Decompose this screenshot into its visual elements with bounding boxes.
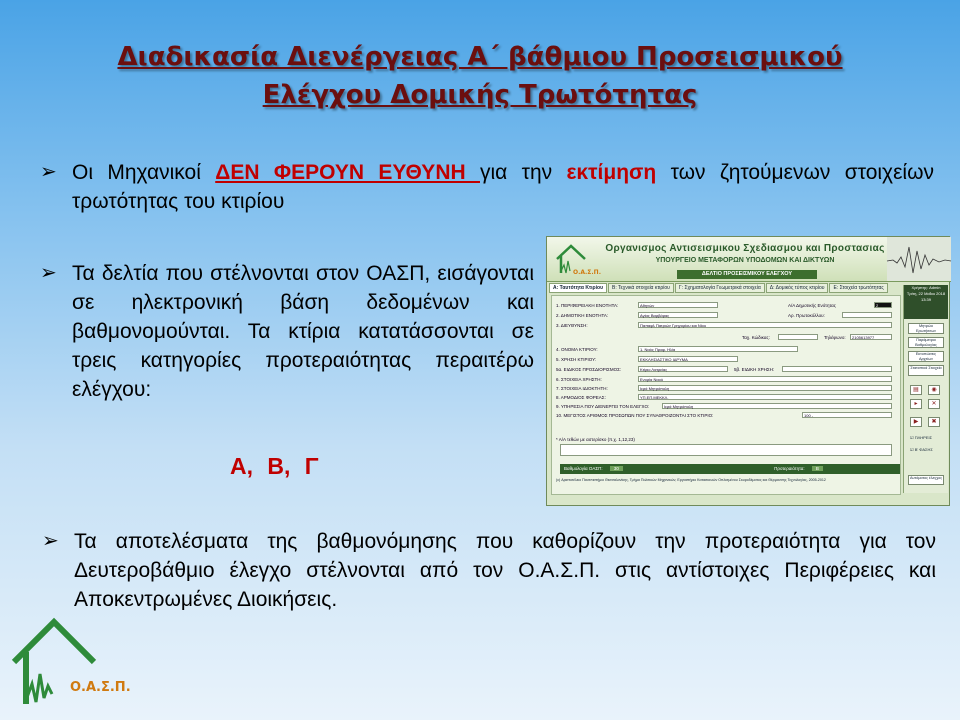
- tab-identity[interactable]: Α: Ταυτότητα Κτιρίου: [549, 283, 607, 293]
- close-icon[interactable]: ✖: [928, 417, 940, 427]
- address-field[interactable]: Παπαφλ Πατριών Γρηγορίου και Νίου: [638, 322, 892, 328]
- protocol-field[interactable]: [842, 312, 892, 318]
- play-icon[interactable]: ▶: [910, 417, 922, 427]
- aa-label: Α/Α Δημοτικής Ενότητας: [788, 303, 836, 308]
- bullet1-text-part3: των ζητούμενων στοιχείων τρωτότητας του κτιρίου: [72, 161, 934, 213]
- max-occupants-select[interactable]: 100 -: [802, 412, 892, 418]
- aa-note: * Α/Α τεθών με αστερίσκο (π.χ. 1,12,23): [556, 437, 635, 442]
- priority-categories: Α, Β, Γ: [230, 453, 319, 479]
- arrow-bullet-icon: ➢: [40, 262, 57, 284]
- title-line-2: Ελέγχου Δομικής Τρωτότητας: [262, 80, 698, 110]
- special-designation-select[interactable]: Κτίριο Λατρείας: [638, 366, 728, 372]
- phase-b-checkbox-label: Β' ΦΑΣΗΣ: [914, 447, 933, 452]
- form-label: 5. ΧΡΗΣΗ ΚΤΙΡΙΟΥ:: [556, 357, 597, 362]
- identity-form: [551, 295, 901, 495]
- form-label: 6. ΣΤΟΙΧΕΙΑ ΧΡΗΣΤΗ:: [556, 377, 602, 382]
- printouts-button[interactable]: Εκτυπώσεις Αρχείων: [908, 351, 944, 362]
- app-org-name: Οργανισμος Αντισεισμικου Σχεδιασμου και Προστασιας: [605, 243, 885, 254]
- form-label: 1. ΠΕΡΙΦΕΡΕΙΑΚΗ ΕΝΟΤΗΤΑ:: [556, 303, 619, 308]
- bullet2-text: Τα δελτία που στέλνονται στον ΟΑΣΠ, εισάγονται σε ηλεκτρονική βάση δεδομένων και βαθμονομούνται. Τα κτίρια κατατάσσονται σε τρεις κατηγορίες προτεραιότητας περαιτέρω ελέγχου:: [72, 262, 534, 401]
- complete-checkbox[interactable]: ☑ ΠΛΗΡΕΙΣ: [910, 435, 933, 440]
- bullet1-emphasis: ΔΕΝ ΦΕΡΟΥΝ ΕΥΘΥΝΗ: [215, 161, 480, 184]
- bullet1-bold: εκτίμηση: [566, 161, 657, 184]
- complete-checkbox-label: ΠΛΗΡΕΙΣ: [914, 435, 933, 440]
- aa-field[interactable]: 2: [874, 302, 892, 308]
- score-parameters-button[interactable]: Παράμετροι Βαθμολογίας: [908, 337, 944, 348]
- app-header: [547, 237, 951, 282]
- app-ministry: ΥΠΟΥΡΓΕΙΟ ΜΕΤΑΦΟΡΩΝ ΥΠΟΔΟΜΩΝ ΚΑΙ ΔΙΚΤΥΩΝ: [655, 257, 835, 264]
- delete-icon[interactable]: ✕: [928, 399, 940, 409]
- phase-b-checkbox[interactable]: ☑ Β' ΦΑΣΗΣ: [910, 447, 933, 452]
- user-info-field[interactable]: Ενορία Ναού: [638, 376, 892, 382]
- score-label: Βαθμολογία ΟΑΣΠ:: [564, 466, 603, 471]
- tk-label: Ταχ. Κώδικας:: [742, 335, 770, 340]
- bullet-results: [42, 527, 936, 614]
- region-select[interactable]: Αθηνών: [638, 302, 718, 308]
- tab-technical[interactable]: Β: Τεχνικά στοιχεία κτιρίου: [608, 283, 674, 293]
- slide-title: [0, 38, 960, 114]
- authority-field[interactable]: ΥΠ.ΕΠ.ΜΕΚΚΛ.: [638, 394, 892, 400]
- app-footer: (c) Αριστοτέλειο Πανεπιστήμιο Θεσσαλονίκης, Τμήμα Πολιτικών Μηχανικών, Εργαστήριο Κατασκευών Οπλισμένου Σκυροδέματος και Θέρμανσης Τεχνολογίας, 2005-2012: [556, 478, 826, 482]
- inspecting-service-field[interactable]: Ιερά Μητρόπολη: [662, 403, 892, 409]
- owner-info-field[interactable]: Ιερά Μητρόπολη: [638, 385, 892, 391]
- bullet3-text: Τα αποτελέσματα της βαθμονόμησης που καθορίζουν την προτεραιότητα για τον Δευτεροβάθμιο έλεγχο στέλνονται από τον Ο.Α.Σ.Π. στις αντίστοιχες Περιφέρειες και Αποκεντρωμένες Διοικήσεις.: [74, 530, 936, 611]
- tab-vulnerability[interactable]: Ε: Στοιχεία τρωτότητας: [829, 283, 887, 293]
- priority-value: B: [812, 466, 823, 471]
- oasp-house-logo-icon: [553, 241, 601, 277]
- app-form-title: ΔΕΛΤΙΟ ΠΡΟΣΕΙΣΜΙΚΟΥ ΕΛΕΓΧΟΥ: [677, 270, 817, 279]
- phone-label: Τηλέφωνο:: [824, 335, 846, 340]
- statistics-button[interactable]: Στατιστικά Στοιχεία: [908, 365, 944, 376]
- tk-field[interactable]: [778, 334, 818, 340]
- bullet-engineers: [40, 158, 934, 216]
- form-label: 10. ΜΕΓΙΣΤΟΣ ΑΡΙΘΜΟΣ ΠΡΟΣΩΠΩΝ ΠΟΥ ΣΥΝΑΘΡΟΙΖΟΝΤΑΙ ΣΤΟ ΚΤΙΡΙΟ:: [556, 413, 714, 418]
- score-bar: [560, 464, 900, 474]
- aa-list-field[interactable]: [560, 444, 892, 456]
- form-label: 9. ΥΠΗΡΕΣΙΑ ΠΟΥ ΔΙΕΝΕΡΓΕΙ ΤΟΝ ΕΛΕΓΧΟ:: [556, 404, 650, 409]
- bullet1-text-part2: για την: [480, 161, 567, 184]
- score-value: 30: [610, 466, 623, 471]
- auto-check-button[interactable]: Αυτόματος έλεγχος: [908, 475, 944, 485]
- print-icon[interactable]: ▤: [910, 385, 922, 395]
- priority-label: Προτεραιότητα:: [774, 466, 805, 471]
- arrow-bullet-icon: ➢: [40, 161, 57, 183]
- form-label: 5α. ΕΙΔΙΚΟΣ ΠΡΟΣΔΙΟΡΙΣΜΟΣ:: [556, 367, 622, 372]
- oasp-logo-text: Ο.Α.Σ.Π.: [70, 680, 131, 695]
- next-record-icon[interactable]: ▸: [910, 399, 922, 409]
- app-sidebar: [903, 285, 948, 493]
- arrow-bullet-icon: ➢: [42, 530, 59, 552]
- app-logo-text: Ο.Α.Σ.Π.: [573, 269, 601, 276]
- current-time: 13:39: [920, 297, 931, 302]
- special-use-select[interactable]: [782, 366, 892, 372]
- protocol-label: Αρ. Πρωτοκόλλου:: [788, 313, 825, 318]
- bullet1-text-part1: Οι Μηχανικοί: [72, 161, 216, 184]
- phone-field[interactable]: 2105613977: [850, 334, 892, 340]
- user-panel: [904, 285, 948, 319]
- municipality-select[interactable]: Αγίας Βαρβάρας: [638, 312, 718, 318]
- form-label: 3. ΔΙΕΥΘΥΝΣΗ:: [556, 323, 588, 328]
- form-label: 8. ΑΡΜΟΔΙΟΣ ΦΟΡΕΑΣ:: [556, 395, 606, 400]
- database-app-screenshot: [546, 236, 950, 506]
- current-date: Τρίτη, 22 Μαΐου 2018: [906, 291, 946, 296]
- form-label: 7. ΣΤΟΙΧΕΙΑ ΙΔΙΟΚΤΗΤΗ:: [556, 386, 608, 391]
- special-use-label: 5β. ΕΙΔΙΚΗ ΧΡΗΣΗ:: [734, 367, 775, 372]
- questions-registry-button[interactable]: Μητρώο Ερωτήσεων: [908, 323, 944, 334]
- seismogram-icon: [887, 237, 951, 281]
- oasp-logo-icon: [8, 614, 138, 714]
- binoculars-icon[interactable]: ◉: [928, 385, 940, 395]
- form-label: 2. ΔΗΜΟΤΙΚΗ ΕΝΟΤΗΤΑ:: [556, 313, 609, 318]
- title-line-1: Διαδικασία Διενέργειας Α΄ βάθμιου Προσεισμικού: [117, 42, 843, 72]
- form-label: 4. ΟΝΟΜΑ ΚΤΙΡΙΟΥ:: [556, 347, 598, 352]
- app-tabs: [549, 283, 888, 293]
- bullet-database: [40, 259, 534, 404]
- tab-structural-type[interactable]: Δ: Δομικός τύπος κτιρίου: [766, 283, 829, 293]
- tab-geometry[interactable]: Γ: Σχηματολογία Γεωμετρικά στοιχεία: [675, 283, 765, 293]
- user-name: Χρήστης: Admin: [911, 285, 941, 290]
- building-name-field[interactable]: 1. Ναός Προφ. Ηλία: [638, 346, 798, 352]
- building-use-select[interactable]: ΕΚΚΛΗΣΙΑΣΤΙΚΟ ΙΔΡΥΜΑ: [638, 356, 738, 362]
